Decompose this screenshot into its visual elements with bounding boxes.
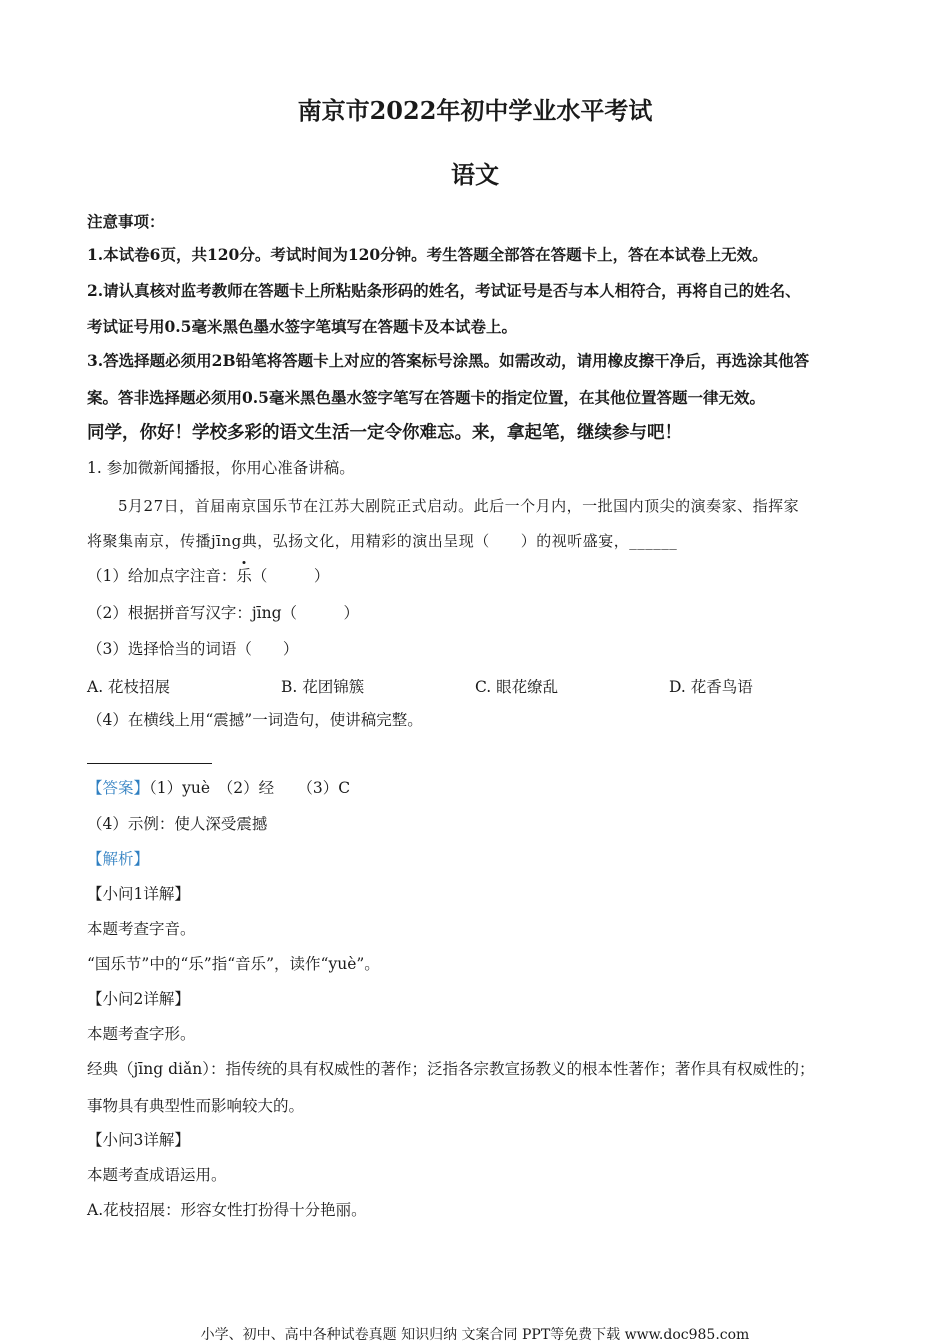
analysis-label: 【解析】 xyxy=(87,850,150,868)
option-b: B. 花团锦簇 xyxy=(281,678,365,696)
part-2-text-b: 经典（jīng diǎn）：指传统的具有权威性的著作；泛指各宗教宣扬教义的根本性著作；著作具有权威性的； xyxy=(87,1060,815,1078)
sub-question-1-prefix: （1）给加点字注音： xyxy=(87,567,237,585)
question-1-passage-line-2: 将聚集南京，传播jīng典，弘扬文化，用精彩的演出呈现（ ）的视听盛宴，______ xyxy=(87,532,678,550)
notice-item-3b: 案。答非选择题必须用0.5毫米黑色墨水签字笔写在答题卡的指定位置，在其他位置答题一律无效。 xyxy=(87,388,765,407)
sub-question-4: （4）在横线上用“震撼”一词造句，使讲稿完整。 xyxy=(87,711,423,729)
notice-item-3a: 3.答选择题必须用2B铅笔将答题卡上对应的答案标号涂黑。如需改动，请用橡皮擦干净后，再选涂其他答 xyxy=(87,351,810,370)
exam-subject: 语文 xyxy=(451,160,499,189)
part-3-text-b: A.花枝招展：形容女性打扮得十分艳丽。 xyxy=(87,1201,367,1219)
question-1-passage-line-1: 5月27日，首届南京国乐节在江苏大剧院正式启动。此后一个月内，一批国内顶尖的演奏家、指挥家 xyxy=(118,497,800,515)
notice-item-2b: 考试证号用0.5毫米黑色墨水签字笔填写在答题卡及本试卷上。 xyxy=(87,317,517,336)
part-1-text-b: “国乐节”中的“乐”指“音乐”，读作“yuè”。 xyxy=(87,955,380,973)
option-d: D. 花香鸟语 xyxy=(669,678,753,696)
notice-item-2a: 2.请认真核对监考教师在答题卡上所粘贴条形码的姓名，考试证号是否与本人相符合，再将自己的姓名、 xyxy=(87,281,801,300)
option-c: C. 眼花缭乱 xyxy=(475,678,559,696)
page-footer: 小学、初中、高中各种试卷真题 知识归纳 文案合同 PPT等免费下载 www.doc985.com xyxy=(200,1327,750,1343)
answer-line xyxy=(87,763,212,764)
part-3-text-a: 本题考查成语运用。 xyxy=(87,1166,227,1184)
part-2-text-a: 本题考查字形。 xyxy=(87,1025,196,1043)
greeting: 同学，你好！学校多彩的语文生活一定令你难忘。来，拿起笔，继续参与吧！ xyxy=(87,423,682,443)
sub-question-1 xyxy=(87,566,329,586)
question-1-stem: 1. 参加微新闻播报，你用心准备讲稿。 xyxy=(87,459,355,477)
answer-label: 【答案】 xyxy=(87,779,150,797)
part-2-text-c: 事物具有典型性而影响较大的。 xyxy=(87,1097,305,1115)
answer-text-1: （1）yuè （2）经 （3）C xyxy=(149,779,351,797)
sub-question-3: （3）选择恰当的词语（ ） xyxy=(87,640,299,658)
notice-heading: 注意事项： xyxy=(87,212,165,231)
part-1-heading: 【小问1详解】 xyxy=(87,885,190,903)
sub-question-2: （2）根据拼音写汉字：jīng（ ） xyxy=(87,604,360,622)
notice-item-1: 1.本试卷6页，共120分。考试时间为120分钟。考生答题全部答在答题卡上，答在本试卷上无效。 xyxy=(87,245,768,264)
option-a: A. 花枝招展 xyxy=(87,678,171,696)
part-2-heading: 【小问2详解】 xyxy=(87,990,190,1008)
part-3-heading: 【小问3详解】 xyxy=(87,1131,190,1149)
sub-question-1-suffix: （ ） xyxy=(251,567,330,585)
dotted-char: 乐 xyxy=(236,567,252,585)
exam-title: 南京市2022年初中学业水平考试 xyxy=(297,96,653,125)
answer-line-1 xyxy=(87,778,350,798)
answer-line-2: （4）示例：使人深受震撼 xyxy=(87,815,268,833)
part-1-text-a: 本题考查字音。 xyxy=(87,920,196,938)
